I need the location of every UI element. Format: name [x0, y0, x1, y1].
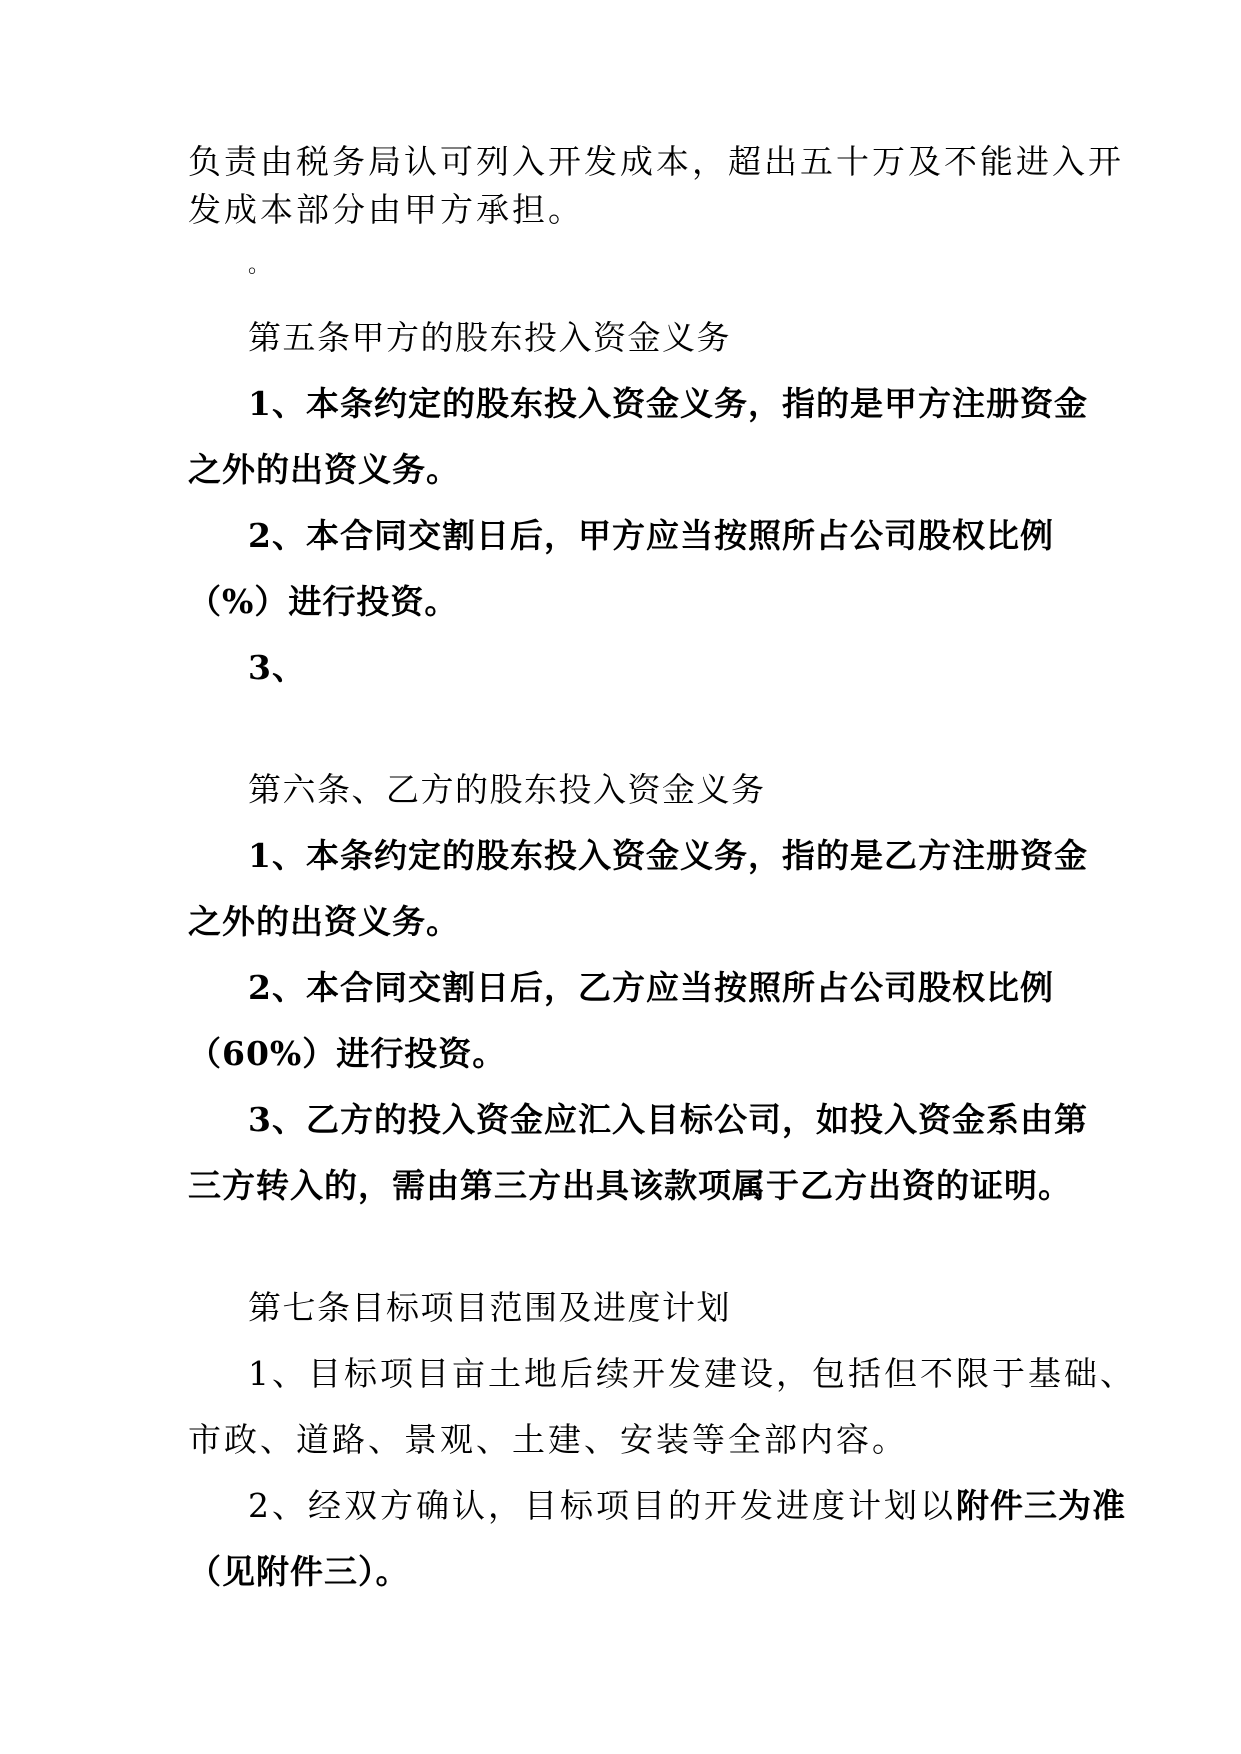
paragraph-line: （60%）进行投资。	[188, 1034, 507, 1073]
paragraph-line: 3、乙方的投入资金应汇入目标公司，如投入资金系由第	[248, 1100, 1088, 1139]
paragraph-text: 2、经双方确认，目标项目的开发进度计划以	[248, 1486, 956, 1525]
paragraph-line: 1、本条约定的股东投入资金义务，指的是乙方注册资金	[248, 836, 1088, 875]
paragraph-line: 1、本条约定的股东投入资金义务，指的是甲方注册资金	[248, 384, 1088, 423]
attachment-reference: 附件三为准	[956, 1486, 1126, 1525]
paragraph-line: 2、本合同交割日后，甲方应当按照所占公司股权比例	[248, 516, 1054, 555]
paragraph-line: 1、目标项目亩土地后续开发建设，包括但不限于基础、	[248, 1354, 1136, 1393]
paragraph-line	[248, 1486, 1126, 1526]
article-6-heading: 第六条、乙方的股东投入资金义务	[248, 770, 766, 809]
article-5-heading: 第五条甲方的股东投入资金义务	[248, 318, 731, 357]
paragraph-line: （见附件三）。	[188, 1552, 410, 1591]
paragraph-line: 发成本部分由甲方承担。	[188, 190, 584, 229]
paragraph-line: 之外的出资义务。	[188, 450, 460, 489]
paragraph-line: 市政、道路、景观、土建、安装等全部内容。	[188, 1420, 908, 1459]
article-7-heading: 第七条目标项目范围及进度计划	[248, 1288, 731, 1327]
paragraph-line: 之外的出资义务。	[188, 902, 460, 941]
paragraph-line: 3、	[248, 648, 306, 687]
paragraph-line: 2、本合同交割日后，乙方应当按照所占公司股权比例	[248, 968, 1054, 1007]
stray-period: 。	[248, 253, 274, 278]
paragraph-line: （%）进行投资。	[188, 582, 459, 621]
paragraph-line: 负责由税务局认可列入开发成本，超出五十万及不能进入开	[188, 142, 1124, 181]
paragraph-line: 三方转入的，需由第三方出具该款项属于乙方出资的证明。	[188, 1166, 1072, 1205]
